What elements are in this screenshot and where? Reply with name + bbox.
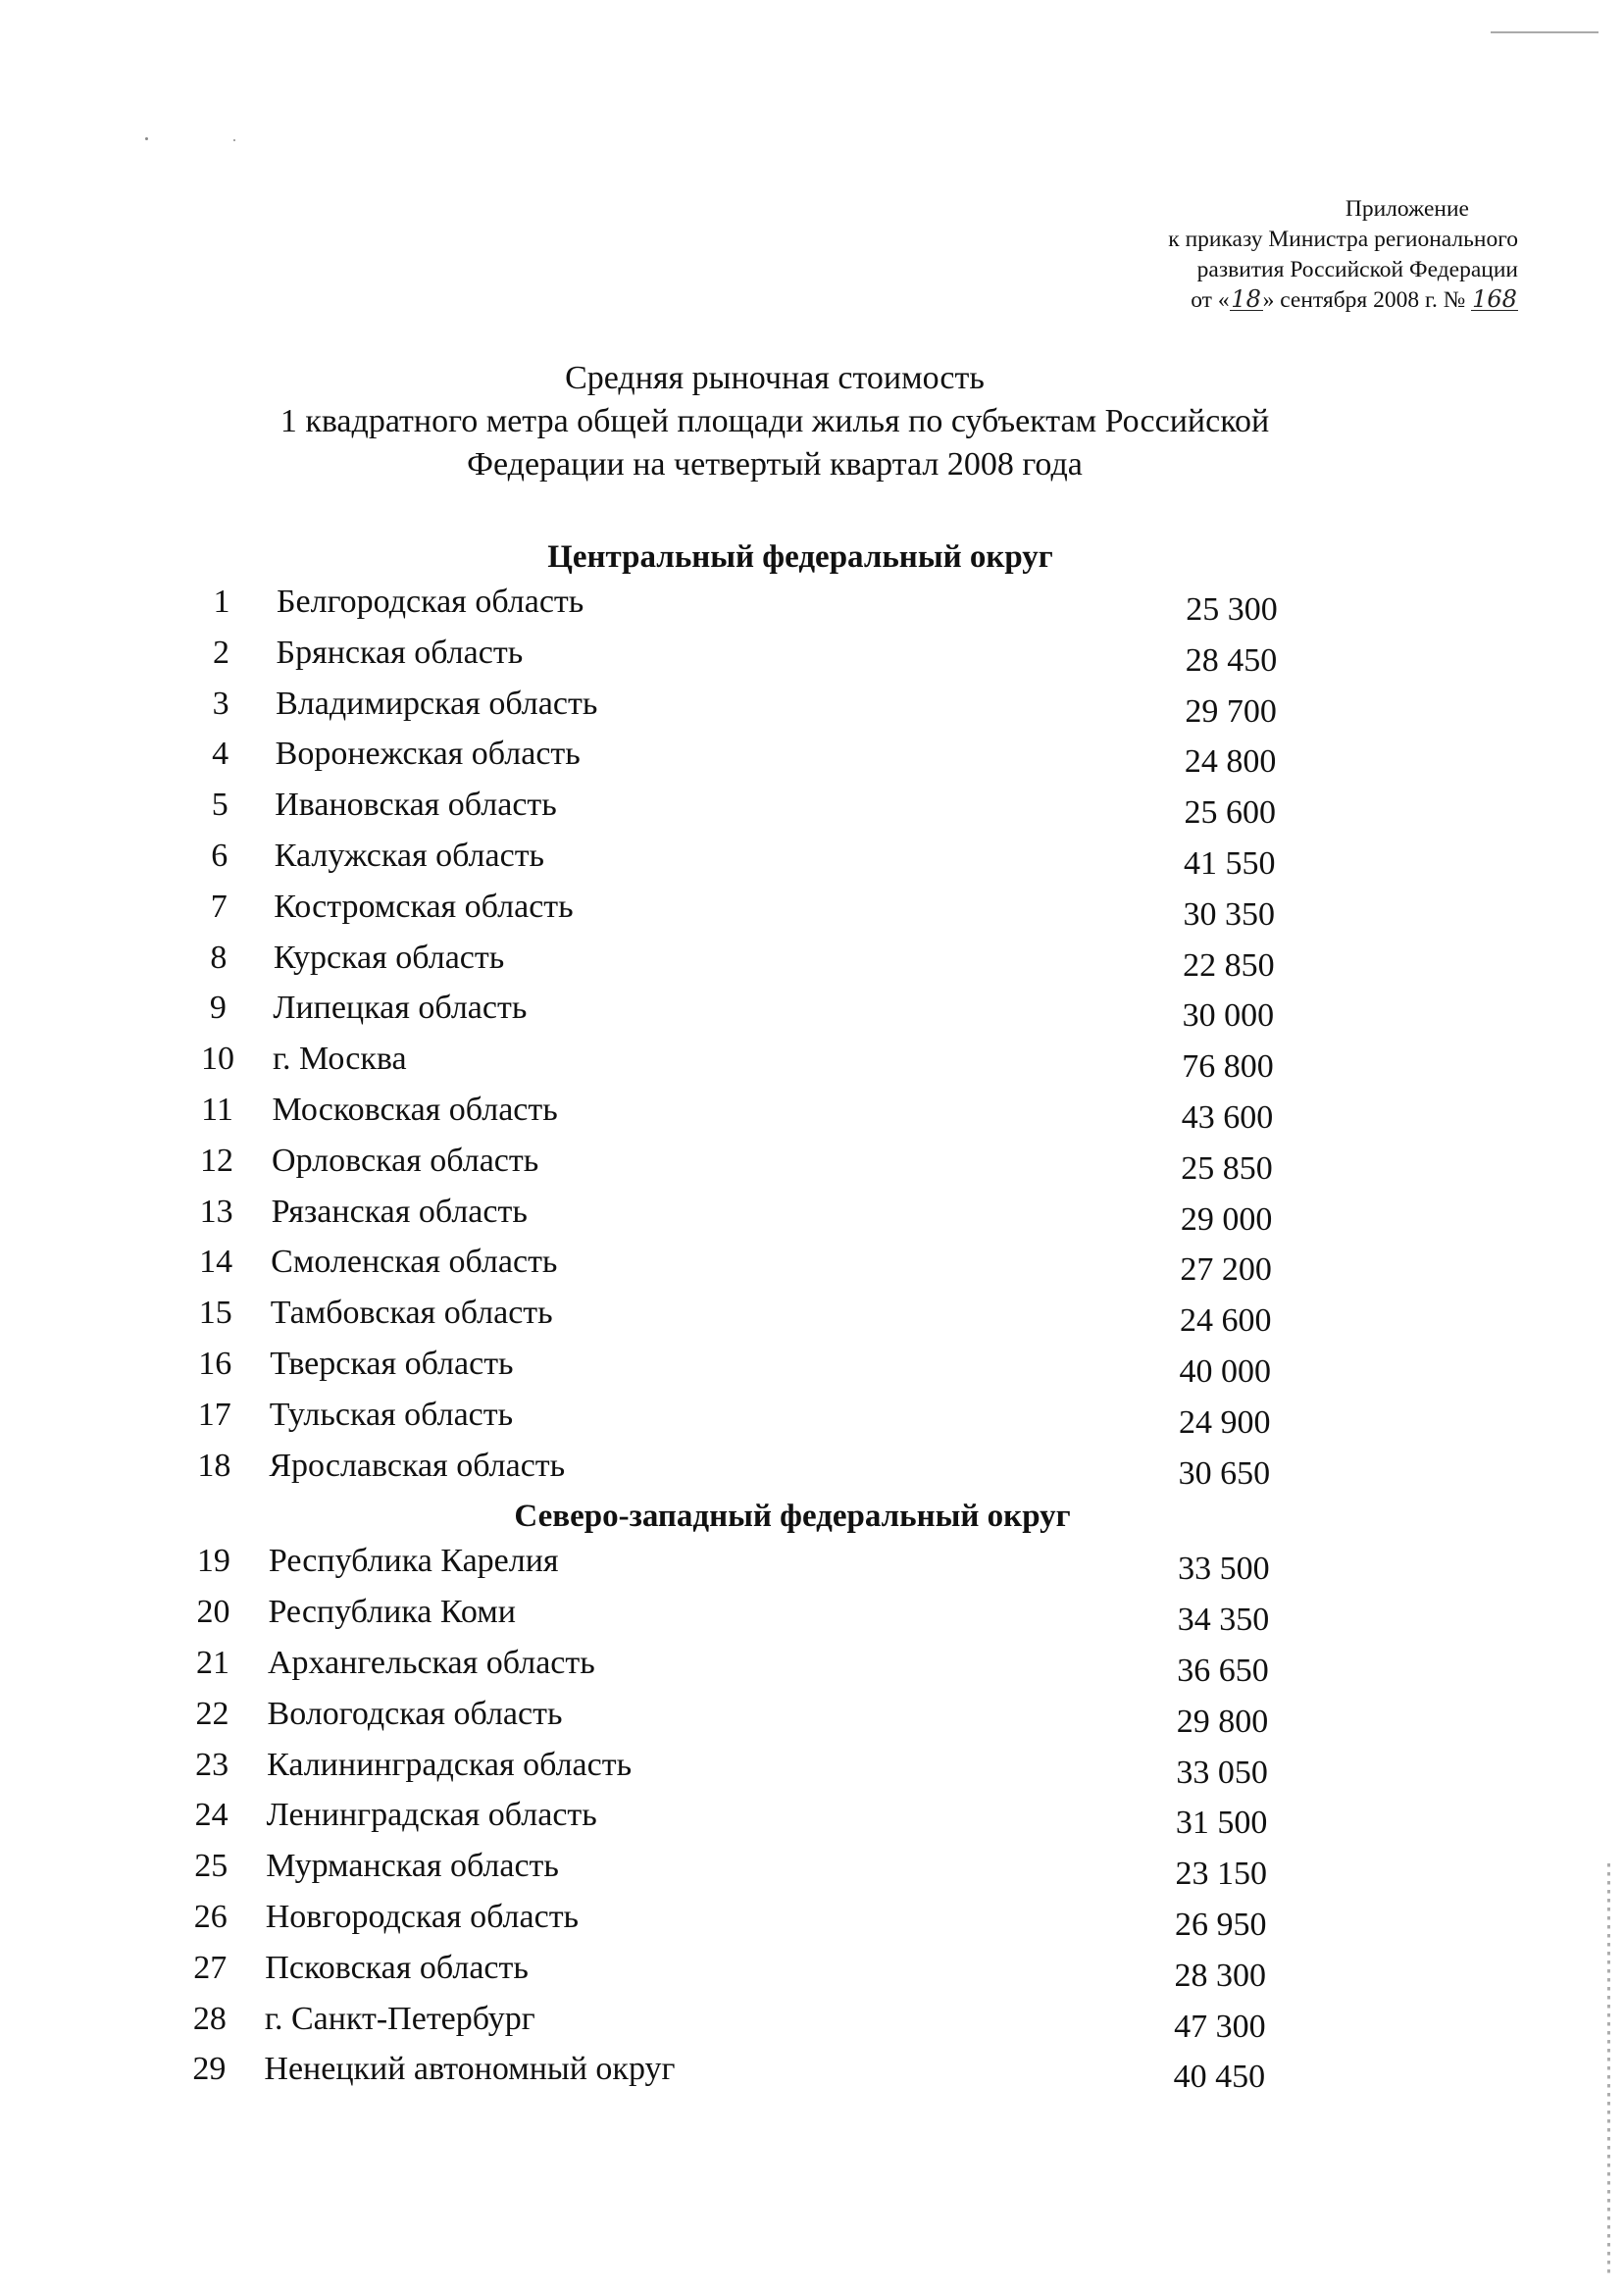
table-row	[190, 786, 1367, 837]
section-heading: Северо-западный федеральный округ	[514, 1499, 1071, 1535]
row-number: 25	[194, 1848, 228, 1885]
table-row	[191, 685, 1368, 736]
region-name: Республика Коми	[268, 1594, 516, 1631]
date-prefix: от «	[1191, 287, 1230, 313]
region-name: Орловская область	[272, 1142, 539, 1179]
region-name: Тульская область	[269, 1396, 514, 1433]
row-number: 12	[200, 1142, 234, 1179]
table-row	[184, 1542, 1361, 1593]
title-line-2: 1 квадратного метра общей площади жилья по субъектам Российской	[279, 403, 1270, 439]
region-name: Ивановская область	[275, 787, 557, 824]
price-value: 29 800	[1176, 1703, 1269, 1740]
appendix-date-line	[1067, 285, 1518, 316]
row-number: 24	[194, 1797, 228, 1834]
table-row	[180, 2000, 1357, 2051]
row-number: 3	[212, 685, 229, 722]
handwritten-order-number: 168	[1472, 285, 1517, 313]
price-value: 24 800	[1184, 743, 1277, 781]
handwritten-day: 18	[1231, 285, 1261, 313]
row-number: 26	[193, 1899, 228, 1935]
region-name: Московская область	[272, 1092, 558, 1128]
price-value: 47 300	[1174, 2008, 1266, 2045]
region-name: Владимирская область	[276, 685, 598, 722]
appendix-ministry: развития Российской Федерации	[1196, 257, 1518, 282]
row-number: 11	[201, 1092, 233, 1128]
region-name: Ненецкий автономный округ	[264, 2051, 676, 2088]
table-row	[181, 1898, 1358, 1949]
region-name: Архангельская область	[268, 1645, 595, 1681]
region-name: Новгородская область	[265, 1899, 580, 1935]
table-row	[179, 2050, 1356, 2101]
region-name: Костромская область	[274, 888, 574, 925]
region-name: Ленинградская область	[266, 1797, 597, 1834]
price-value: 36 650	[1177, 1653, 1269, 1689]
row-number: 6	[211, 838, 228, 874]
table-row	[182, 1796, 1359, 1847]
region-name: Белгородская область	[277, 584, 584, 620]
table-row	[186, 1294, 1363, 1345]
price-value: 41 550	[1184, 845, 1276, 882]
appendix-label: Приложение	[1345, 196, 1469, 222]
price-value: 24 900	[1179, 1403, 1271, 1441]
section-heading: Центральный федеральный округ	[547, 539, 1053, 575]
table-row	[188, 1040, 1365, 1091]
table-row	[189, 939, 1366, 990]
table-row	[183, 1644, 1360, 1695]
row-number: 2	[213, 634, 230, 671]
region-name: Смоленская область	[271, 1244, 558, 1281]
price-value: 27 200	[1180, 1251, 1272, 1289]
table-row	[191, 735, 1368, 786]
row-number: 27	[193, 1949, 228, 1986]
price-value: 28 450	[1185, 641, 1278, 679]
price-value: 30 000	[1182, 997, 1275, 1035]
price-value: 30 350	[1183, 895, 1276, 933]
row-number: 29	[192, 2051, 227, 2088]
table-row	[190, 837, 1367, 888]
table-row	[181, 1847, 1358, 1898]
region-name: Воронежская область	[275, 736, 581, 773]
row-number: 9	[209, 990, 227, 1027]
region-name: Тверская область	[270, 1346, 514, 1382]
row-number: 13	[199, 1193, 233, 1230]
price-value: 40 450	[1173, 2059, 1266, 2096]
price-value: 29 700	[1185, 692, 1277, 730]
table-row	[186, 1243, 1363, 1294]
scan-speck	[1491, 31, 1599, 33]
price-value: 76 800	[1182, 1048, 1274, 1086]
row-number: 15	[198, 1295, 232, 1332]
price-value: 28 300	[1174, 1957, 1267, 1994]
row-number: 23	[195, 1746, 229, 1783]
price-value: 25 850	[1181, 1149, 1273, 1187]
row-number: 21	[196, 1645, 229, 1681]
region-name: Мурманская область	[266, 1848, 559, 1885]
scan-speck	[145, 137, 148, 140]
price-value: 26 950	[1175, 1907, 1267, 1943]
region-name: Республика Карелия	[268, 1543, 559, 1580]
region-name: Псковская область	[265, 1949, 529, 1986]
table-row	[180, 1949, 1357, 2000]
table-row	[183, 1593, 1360, 1644]
appendix-header	[1067, 194, 1518, 316]
row-number: 1	[213, 584, 230, 620]
region-name: Вологодская область	[267, 1695, 563, 1732]
row-number: 4	[212, 736, 229, 773]
scan-edge-marks	[1607, 1863, 1610, 2275]
price-value: 33 050	[1176, 1754, 1268, 1791]
row-number: 28	[192, 2000, 227, 2037]
row-number: 19	[196, 1543, 230, 1580]
table-row	[192, 583, 1369, 634]
row-number: 20	[196, 1594, 230, 1631]
row-number: 18	[197, 1447, 231, 1484]
price-value: 31 500	[1175, 1805, 1268, 1842]
table-row	[192, 634, 1369, 685]
region-name: Брянская область	[276, 634, 524, 671]
region-name: Рязанская область	[271, 1193, 528, 1230]
row-number: 17	[197, 1396, 231, 1433]
row-number: 5	[211, 787, 228, 824]
region-name: Калининградская область	[267, 1746, 633, 1783]
price-value: 33 500	[1178, 1551, 1270, 1588]
row-number: 16	[198, 1346, 232, 1382]
row-number: 10	[200, 1041, 234, 1078]
table-row	[184, 1447, 1361, 1498]
price-value: 24 600	[1179, 1302, 1272, 1340]
price-value: 34 350	[1177, 1602, 1270, 1639]
row-number: 14	[199, 1244, 233, 1281]
table-row	[183, 1695, 1360, 1746]
region-name: Липецкая область	[273, 990, 528, 1027]
region-name: Курская область	[273, 939, 505, 976]
table-row	[188, 989, 1365, 1040]
scan-speck	[233, 139, 235, 141]
price-value: 22 850	[1183, 946, 1275, 984]
region-name: Ярославская область	[269, 1447, 566, 1484]
title-line-3: Федерации на четвертый квартал 2008 года	[467, 446, 1083, 483]
table-row	[188, 1091, 1365, 1142]
table-row	[185, 1396, 1362, 1447]
price-value: 23 150	[1175, 1856, 1267, 1893]
date-middle: » сентября 2008 г. №	[1262, 287, 1466, 313]
price-value: 43 600	[1181, 1099, 1274, 1136]
region-name: г. Москва	[272, 1041, 407, 1078]
price-value: 25 600	[1184, 794, 1276, 832]
row-number: 8	[210, 939, 228, 976]
table-row	[187, 1193, 1364, 1244]
row-number: 7	[210, 888, 228, 925]
table-row	[182, 1746, 1359, 1797]
price-value: 25 300	[1186, 591, 1278, 628]
table-row	[189, 888, 1366, 939]
region-name: Калужская область	[274, 838, 545, 874]
price-value: 30 650	[1178, 1454, 1271, 1492]
document-title	[98, 357, 1451, 486]
row-number: 22	[195, 1695, 229, 1732]
price-value: 29 000	[1180, 1200, 1273, 1238]
region-name: Тамбовская область	[270, 1295, 553, 1332]
title-line-1: Средняя рыночная стоимость	[565, 360, 985, 396]
region-name: г. Санкт-Петербург	[264, 2000, 535, 2037]
table-row	[185, 1345, 1362, 1396]
price-value: 40 000	[1179, 1353, 1271, 1390]
table-row	[187, 1142, 1364, 1193]
appendix-order-ref: к приказу Министра регионального	[1168, 227, 1518, 252]
